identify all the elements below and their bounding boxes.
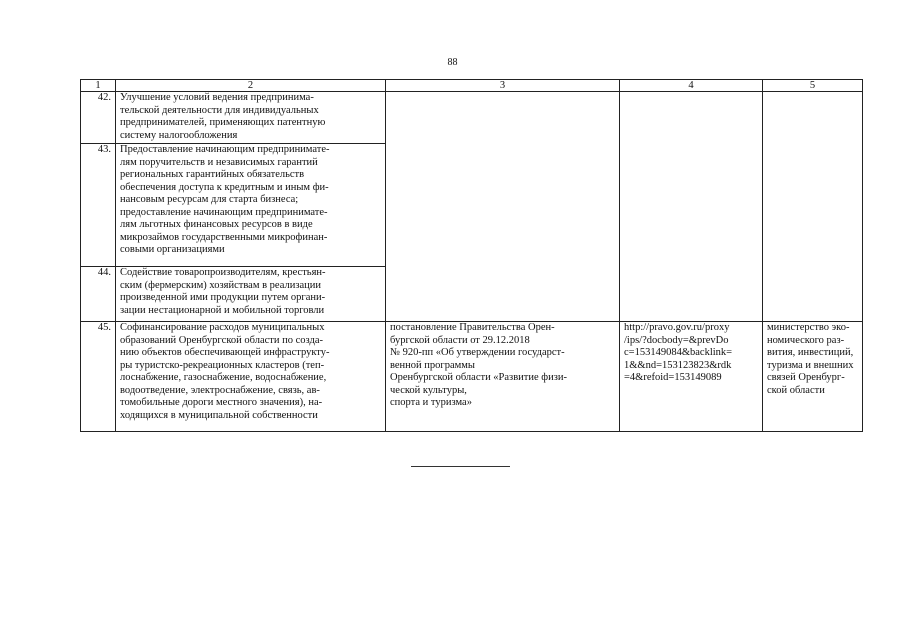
table-row [81, 92, 863, 144]
measure-cell: Софинансирование расходов муниципальных образований Оренбургской области по созда- нию объектов обеспечивающей инфраструкту- ры туристско-рекреационных кластеров (теп- лоснабжение, газоснабжение, водоснабжение, водоотведение, электроснабжение, связь, ав- томобильные дороги местного значения), на- ходящихся в муниципальной собственности [116, 322, 386, 432]
page-number: 88 [447, 57, 458, 68]
column-header: 1 [81, 80, 116, 92]
row-number: 43. [81, 144, 116, 267]
measure-cell: Содействие товаропроизводителям, крестьян- ским (фермерским) хозяйствам в реализации произведенной ими продукции путем органи- зации нестационарной и мобильной торговли [116, 267, 386, 322]
row-number: 45. [81, 322, 116, 432]
link-cell-empty [620, 92, 763, 322]
measure-cell: Улучшение условий ведения предпринима- тельской деятельности для индивидуальных предпринимателей, применяющих патентную систему налогообложения [116, 92, 386, 144]
row-number: 42. [81, 92, 116, 144]
document-cell-empty [386, 92, 620, 322]
column-header: 4 [620, 80, 763, 92]
document-cell: постановление Правительства Орен- бургской области от 29.12.2018 № 920-пп «Об утверждении государст- венной программы Оренбургской области «Развитие физи- ческой культуры, спорта и туризма» [386, 322, 620, 432]
measure-cell: Предоставление начинающим предпринимате- лям поручительств и независимых гарантий региональных гарантийных обязательств обеспечения доступа к кредитным и иным фи- нансовым ресурсам для старта бизнеса; предоставление начинающим предпринимате- лям льготных финансовых ресурсов в виде микрозаймов государственными микрофинан- совыми организациями [116, 144, 386, 267]
measures-table [80, 79, 863, 432]
link-cell[interactable]: http://pravo.gov.ru/proxy /ips/?docbody=&prevDo c=153149084&backlink= 1&&nd=153123823&rdk =4&refoid=153149089 [620, 322, 763, 432]
table-header-row [81, 80, 863, 92]
executor-cell-empty [763, 92, 863, 322]
executor-cell: министерство эко- номического раз- вития, инвестиций, туризма и внешних связей Оренбург- ской области [763, 322, 863, 432]
row-number: 44. [81, 267, 116, 322]
column-header: 5 [763, 80, 863, 92]
table-row [81, 322, 863, 432]
end-rule-divider [411, 466, 510, 467]
column-header: 2 [116, 80, 386, 92]
column-header: 3 [386, 80, 620, 92]
